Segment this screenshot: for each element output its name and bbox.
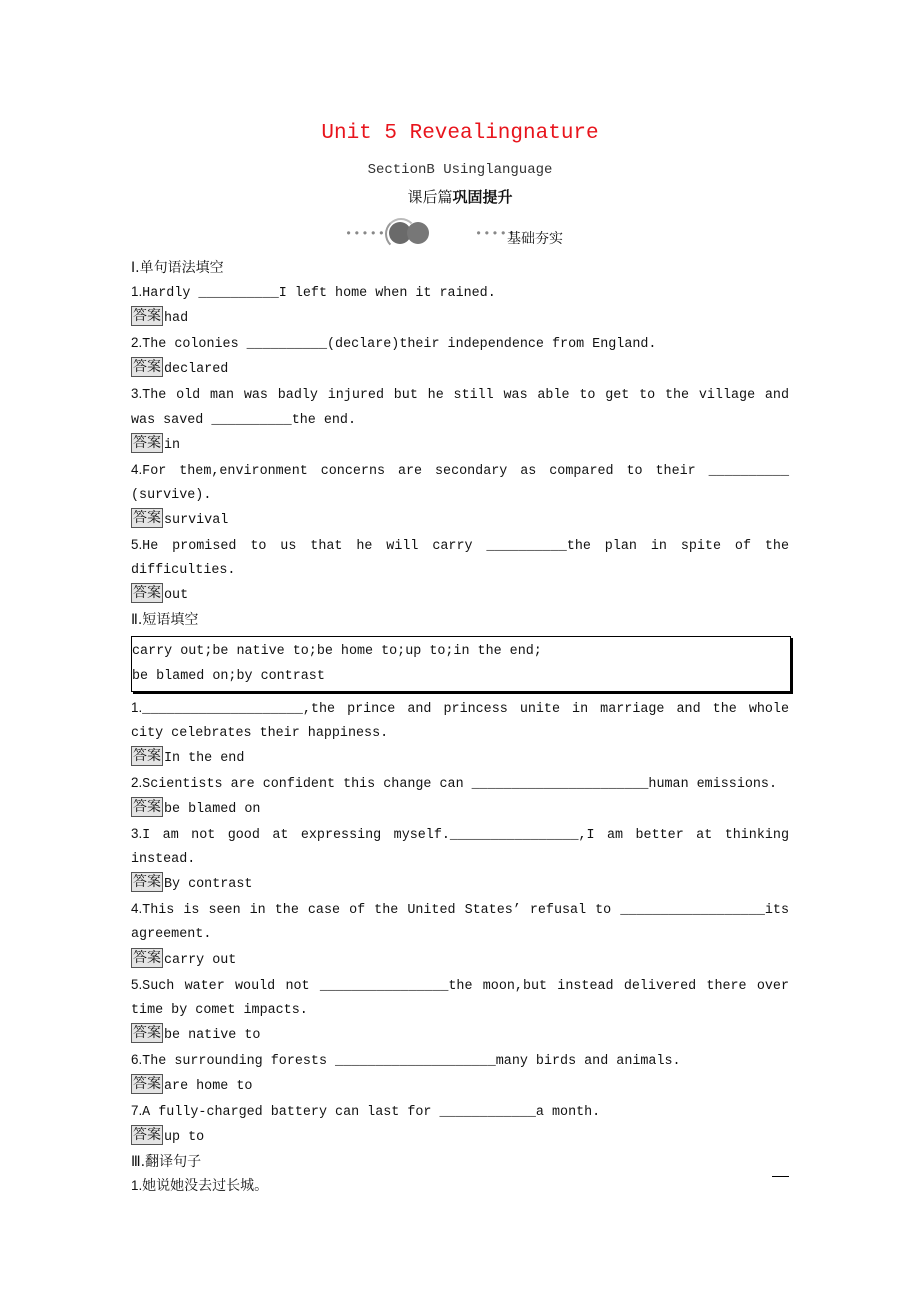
question-text: ____________________,the prince and princess unite in marriage and the whole city celebrates their happiness.	[131, 701, 789, 741]
question-text: The colonies __________(declare)their independence from England.	[142, 337, 657, 353]
question-text: Hardly __________I left home when it rained.	[142, 286, 496, 302]
answer-badge: 答案	[133, 434, 161, 451]
answer-text: be native to	[164, 1027, 261, 1043]
answer-text: had	[164, 311, 189, 327]
answer-text: In the end	[164, 750, 245, 766]
document-subtitle-2	[0, 186, 920, 207]
answer-text: survival	[164, 512, 229, 528]
question-text: Scientists are confident this change can ______________________human emissions.	[142, 776, 777, 792]
section-divider	[345, 218, 585, 248]
answer-badge: 答案	[133, 798, 161, 815]
question-item	[131, 331, 789, 357]
answer-badge: 答案	[133, 308, 161, 325]
answer-line	[131, 1074, 789, 1099]
answer-badge: 答案	[133, 585, 161, 602]
question-number: 2.	[131, 335, 143, 351]
question-number: 5.	[131, 976, 143, 992]
question-number: 1.	[131, 699, 143, 715]
question-number: 3.	[131, 826, 143, 842]
phrase-line: be blamed on;by contrast	[132, 668, 325, 684]
question-text: The surrounding forests ____________________many birds and animals.	[142, 1053, 681, 1069]
question-number: 4.	[131, 901, 143, 917]
question-text: He promised to us that he will carry __________the plan in spite of the difficulties.	[131, 539, 789, 579]
answer-badge: 答案	[133, 1076, 161, 1092]
question-text: 她说她没去过长城。	[142, 1178, 269, 1195]
answer-text: carry out	[164, 952, 237, 968]
answer-line	[131, 746, 789, 771]
question-item	[131, 533, 789, 583]
question-number: 7.	[131, 1103, 143, 1119]
question-item	[131, 280, 789, 306]
section-heading: Ⅲ.翻译句子	[131, 1154, 202, 1171]
document-body	[131, 256, 789, 1200]
answer-line	[131, 508, 789, 533]
answer-line	[131, 433, 789, 458]
question-number: 4.	[131, 461, 143, 477]
question-item	[131, 822, 789, 872]
answer-text: declared	[164, 362, 229, 378]
document-title: Unit 5 Revealingnature	[321, 122, 599, 145]
answer-badge: 答案	[133, 1024, 161, 1041]
question-item	[131, 771, 789, 797]
question-number: 1.	[131, 284, 143, 300]
question-number: 5.	[131, 537, 143, 553]
phrase-box	[131, 636, 791, 691]
answer-line	[131, 1023, 789, 1048]
answer-line	[131, 948, 789, 973]
question-item	[131, 897, 789, 947]
dots-left-icon: •••••	[345, 227, 387, 241]
question-item	[131, 1048, 789, 1074]
answer-badge: 答案	[133, 949, 161, 966]
question-text: The old man was badly injured but he still was able to get to the village and was saved __________the end.	[131, 388, 789, 428]
answer-badge: 答案	[133, 1127, 161, 1144]
answer-line	[131, 872, 789, 897]
section-heading: Ⅰ.单句语法填空	[131, 260, 224, 276]
answer-text: out	[164, 588, 189, 604]
answer-text: in	[164, 437, 181, 453]
answer-text: are home to	[164, 1079, 253, 1094]
question-number: 2.	[131, 774, 143, 790]
question-number: 6.	[131, 1051, 143, 1067]
question-item	[131, 1174, 789, 1200]
answer-text: By contrast	[164, 877, 253, 893]
subtitle-bold: 巩固提升	[452, 188, 513, 206]
divider-label: 基础夯实	[507, 231, 563, 247]
circle-icon	[407, 222, 429, 244]
answer-line	[131, 357, 789, 382]
question-text: For them,environment concerns are secondary as compared to their __________ (survive).	[131, 463, 789, 503]
phrase-line: carry out;be native to;be home to;up to;in the end;	[132, 644, 542, 660]
answer-badge: 答案	[133, 359, 161, 376]
question-item	[131, 458, 789, 508]
question-item	[131, 382, 789, 432]
answer-text: up to	[164, 1130, 205, 1146]
answer-line	[131, 306, 789, 331]
answer-line	[131, 1125, 789, 1150]
question-number: 1.	[131, 1178, 143, 1194]
answer-line	[131, 583, 789, 608]
answer-badge: 答案	[133, 874, 161, 891]
subtitle-plain: 课后篇	[407, 188, 453, 206]
question-number: 3.	[131, 386, 143, 402]
question-item	[131, 1099, 789, 1125]
question-text: A fully-charged battery can last for ____________a month.	[142, 1105, 601, 1121]
answer-text: be blamed on	[164, 801, 261, 817]
dots-right-icon: •••••	[475, 227, 517, 241]
question-item	[131, 696, 789, 746]
question-item	[131, 973, 789, 1023]
document-subtitle: SectionB Usinglanguage	[367, 162, 553, 178]
question-text: This is seen in the case of the United States’ refusal to __________________its agreement.	[131, 903, 789, 943]
question-text: Such water would not ________________the moon,but instead delivered there over time by comet impacts.	[131, 978, 789, 1018]
answer-badge: 答案	[133, 509, 161, 526]
page-footer-line	[772, 1176, 789, 1177]
answer-badge: 答案	[133, 747, 161, 764]
section-heading: Ⅱ.短语填空	[131, 612, 199, 629]
question-text: I am not good at expressing myself.________________,I am better at thinking instead.	[131, 828, 789, 868]
answer-line	[131, 797, 789, 822]
